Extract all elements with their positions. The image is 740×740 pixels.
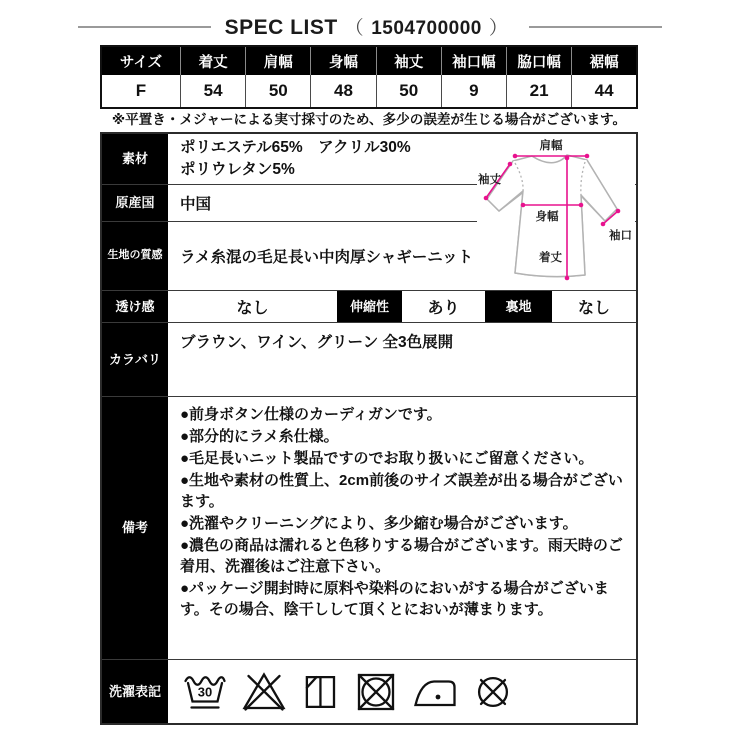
sheer-stretch-lining-row [102,290,636,322]
remark-item: ●濃色の商品は濡れると色移りする場合がございます。雨天時のご着用、洗濯後はご注意下さい。 [180,537,623,575]
sleeve-value: 50 [376,75,441,108]
lining-value: なし [552,291,636,322]
texture-label: 生地の質感 [102,222,168,290]
width-col-header: 身幅 [311,46,376,75]
texture-value: ラメ糸混の毛足長い中肉厚シャギーニット [168,222,636,290]
shoulder-value: 50 [246,75,311,108]
hem-col-header: 裾幅 [572,46,637,75]
do-not-bleach-icon [240,668,288,716]
remark-item: ●生地や素材の性質上、2cm前後のサイズ誤差が出る場合がございます。 [180,472,623,510]
remark-item: ●洗濯やクリーニングにより、多少縮む場合がございます。 [180,515,578,532]
shoulder-col-header: 肩幅 [246,46,311,75]
wash-30c-mild-icon [181,668,229,716]
title-label: SPEC LIST [224,16,338,39]
length-col-header: 着丈 [181,46,246,75]
measurement-diagram [477,137,635,283]
title-bar [78,13,662,40]
title-rule-left [78,26,211,28]
sheer-label: 透け感 [102,291,168,322]
color-variation-row [102,322,636,396]
size-col-header: サイズ [101,46,181,75]
tshirt-diagram-icon [477,137,635,283]
armpit-value: 21 [507,75,572,108]
material-line2: ポリウレタン5% [180,161,295,178]
body-width-label: 身幅 [535,211,559,223]
remarks-row [102,396,636,659]
remark-item: ●パッケージ開封時に原料や染料のにおいがする場合がございます。その場合、陰干しして頂くとにおいが薄まります。 [180,580,609,618]
stretch-label: 伸縮性 [337,291,402,322]
laundry-label: 洗濯表記 [102,660,168,723]
body-length-label: 着丈 [539,252,562,264]
hem-value: 44 [572,75,637,108]
title-paren-close: ） [488,18,509,39]
stretch-value: あり [402,291,485,322]
title-rule-right [529,26,662,28]
laundry-symbols [168,660,636,723]
color-variation-label: カラバリ [102,323,168,396]
origin-value: 中国 [168,185,636,221]
size-table-header-row [101,46,637,75]
size-table [100,45,638,109]
material-label: 素材 [102,134,168,184]
page-title [225,13,516,40]
remark-item: ●部分的にラメ糸仕様。 [180,428,339,445]
width-value: 48 [311,75,376,108]
cuff-col-header: 袖口幅 [441,46,506,75]
sleeve-col-header: 袖丈 [376,46,441,75]
remarks-list [168,397,636,659]
product-code: 1504700000 [371,18,482,39]
wash-temp-text: 30 [197,684,213,699]
size-table-value-row [101,75,637,108]
measurement-note: ※平置き・メジャーによる実寸採寸のため、多少の誤差が生じる場合がございます。 [111,112,627,127]
laundry-row [102,659,636,723]
remark-item: ●前身ボタン仕様のカーディガンです。 [180,406,442,423]
do-not-dry-clean-icon [470,668,516,716]
length-value: 54 [181,75,246,108]
sheer-value: なし [168,291,337,322]
size-value: F [101,75,181,108]
sleeve-length-label: 袖丈 [478,174,501,186]
color-variation-value: ブラウン、ワイン、グリーン 全3色展開 [168,323,636,396]
shoulder-width-label: 肩幅 [539,140,563,152]
cuff-width-label: 袖口 [609,230,632,242]
cuff-value: 9 [441,75,506,108]
iron-low-heat-icon [411,668,459,716]
do-not-tumble-dry-icon [352,668,400,716]
material-line1: ポリエステル65% アクリル30% [180,138,411,156]
title-paren-open: （ [344,18,365,39]
lining-label: 裏地 [485,291,552,322]
armpit-col-header: 脇口幅 [507,46,572,75]
origin-label: 原産国 [102,185,168,221]
remarks-label: 備考 [102,397,168,659]
line-dry-in-shade-icon [299,668,341,716]
remark-item: ●毛足長いニット製品ですのでお取り扱いにご留意ください。 [180,450,594,467]
